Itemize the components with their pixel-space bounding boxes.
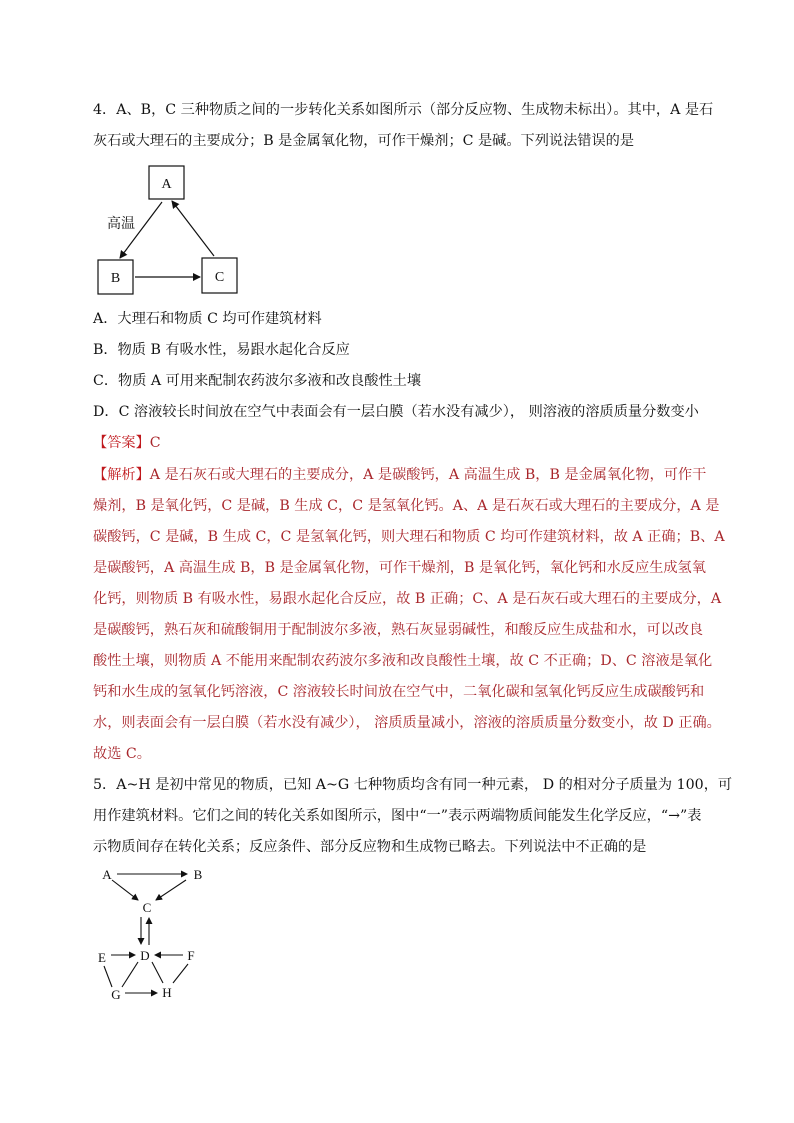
q5-node-a: A — [102, 867, 112, 882]
q4-option-a: A．大理石和物质 C 均可作建筑材料 — [93, 311, 322, 327]
q4-diagram — [90, 160, 250, 305]
q5-stem-line-1: 5．A~H 是初中常见的物质，已知 A~G 七种物质均含有同一种元素， D 的相对分子质量为 100，可 — [93, 777, 733, 793]
q4-arrow-c-to-a — [172, 201, 214, 256]
answer-tag: 【答案】 — [93, 435, 150, 451]
q4-analysis-line-8: 钙和水生成的氢氧化钙溶液，C 溶液较长时间放在空气中，二氧化碳和氢氧化钙反应生成碳酸钙和 — [93, 684, 705, 700]
q4-analysis-line-9: 水，则表面会有一层白膜（若水没有减少）， 溶质质量减小，溶液的溶质质量分数变小，故 D 正确。 — [93, 715, 721, 731]
q4-node-b: B — [110, 271, 121, 286]
q4-node-c: C — [214, 270, 225, 285]
q5-line-d-h — [152, 962, 163, 983]
q4-node-a: A — [161, 177, 172, 192]
q5-arrow-b-to-c — [156, 880, 186, 900]
q4-option-c: C．物质 A 可用来配制农药波尔多液和改良酸性土壤 — [93, 373, 422, 389]
q5-node-f: F — [187, 948, 195, 963]
q4-analysis-line-6: 是碳酸钙，熟石灰和硫酸铜用于配制波尔多液，熟石灰显弱碱性，和酸反应生成盐和水，可以改良 — [93, 622, 704, 638]
q4-analysis-line-10: 故选 C。 — [93, 746, 151, 762]
q4-analysis-line-3: 碳酸钙，C 是碱，B 生成 C，C 是氢氧化钙，则大理石和物质 C 均可作建筑材料，故 A 正确；B、A — [93, 529, 725, 545]
answer-value: C — [149, 435, 161, 451]
q5-arrow-a-to-c — [112, 880, 138, 900]
q4-stem-line-1: 4．A、B，C 三种物质之间的一步转化关系如图所示（部分反应物、生成物未标出）。其中，A 是石 — [93, 102, 714, 118]
q5-stem-line-2: 用作建筑材料。它们之间的转化关系如图所示，图中“一”表示两端物质间能发生化学反应，“→”表 — [93, 808, 702, 824]
analysis-text: A 是石灰石或大理石的主要成分，A 是碳酸钙，A 高温生成 B，B 是金属氧化物，可作干 — [149, 467, 707, 483]
q4-analysis-line-2: 燥剂，B 是氧化钙，C 是碱，B 生成 C，C 是氢氧化钙。A、A 是石灰石或大理石的主要成分，A 是 — [93, 498, 720, 514]
q5-node-d: D — [140, 948, 150, 963]
q5-node-h: H — [162, 985, 172, 1000]
q4-analysis-line-1 — [93, 465, 713, 485]
q5-node-c: C — [142, 900, 152, 915]
q4-option-d: D．C 溶液较长时间放在空气中表面会有一层白膜（若水没有减少）， 则溶液的溶质质量分数变小 — [93, 404, 699, 420]
q5-node-g: G — [111, 987, 121, 1002]
q4-analysis-line-5: 化钙，则物质 B 有吸水性，易跟水起化合反应，故 B 正确；C、A 是石灰石或大理石的主要成分，A — [93, 591, 722, 607]
q5-node-e: E — [98, 950, 106, 965]
q4-option-b: B．物质 B 有吸水性，易跟水起化合反应 — [93, 342, 350, 358]
q5-line-e-g — [104, 966, 112, 987]
q4-high-temp-label: 高温 — [107, 217, 135, 232]
analysis-tag: 【解析】 — [93, 467, 150, 483]
q5-line-g-d — [122, 962, 138, 987]
q5-line-h-f — [173, 964, 188, 983]
q4-answer — [93, 433, 713, 453]
q5-diagram — [90, 862, 215, 1007]
q5-stem-line-3: 示物质间存在转化关系；反应条件、部分反应物和生成物已略去。下列说法中不正确的是 — [93, 839, 647, 855]
q4-analysis-line-4: 是碳酸钙，A 高温生成 B，B 是金属氧化物，可作干燥剂，B 是氧化钙，氧化钙和水反应生成氢氧 — [93, 560, 706, 576]
q4-stem-line-2: 灰石或大理石的主要成分；B 是金属氧化物，可作干燥剂；C 是碱。下列说法错误的是 — [93, 133, 635, 149]
q4-analysis-line-7: 酸性土壤，则物质 A 不能用来配制农药波尔多液和改良酸性土壤，故 C 不正确；D、C 溶液是氧化 — [93, 653, 713, 669]
q5-node-b: B — [193, 867, 203, 882]
